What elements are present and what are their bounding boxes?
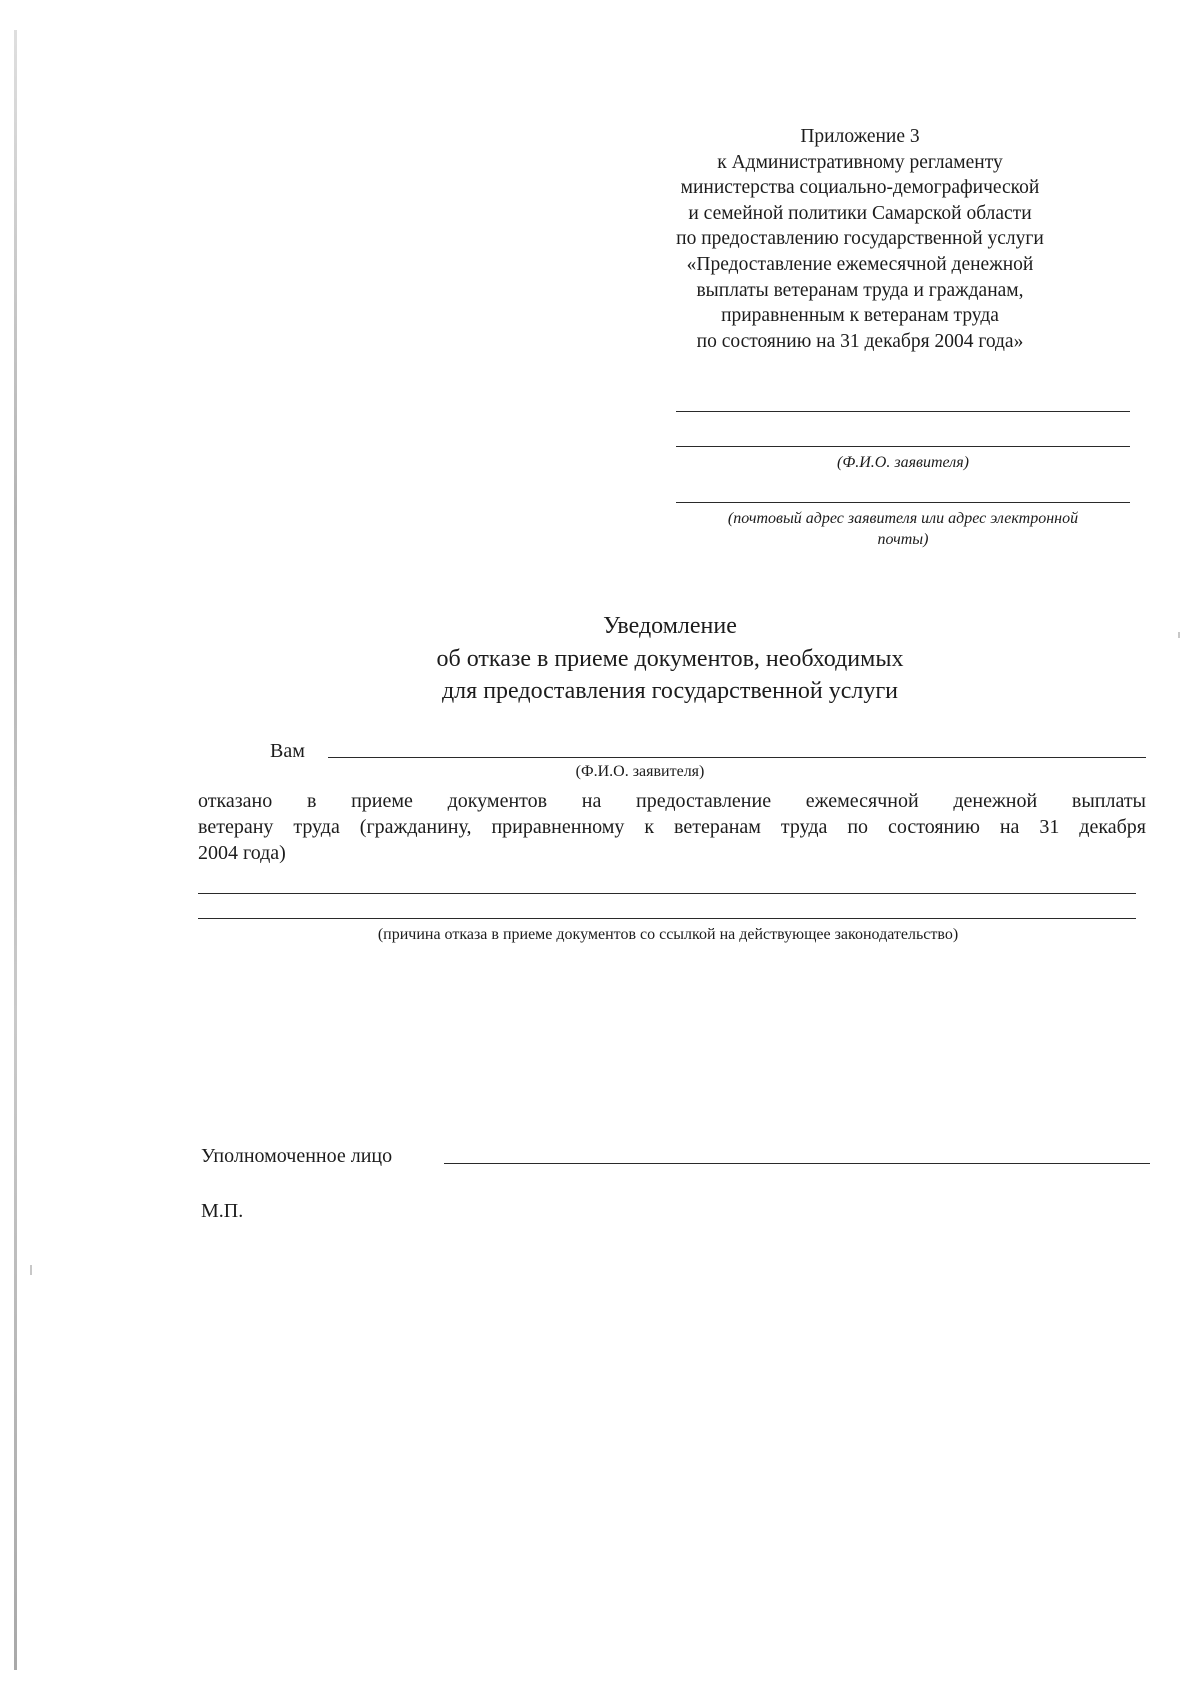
authorized-person-signature-line[interactable] (444, 1163, 1150, 1164)
applicant-name-line-2[interactable] (676, 446, 1130, 447)
appendix-line: по состоянию на 31 декабря 2004 года» (696, 330, 1024, 352)
appendix-line: по предоставлению государственной услуги (676, 228, 1044, 250)
scan-speck (30, 1265, 32, 1275)
notice-body-line: ветерану труда (гражданину, приравненному к ветеранам труда по состоянию на 31 декабря (198, 816, 1146, 838)
appendix-line: министерства социально-демографической (680, 177, 1040, 199)
authorized-person-label: Уполномоченное лицо (201, 1145, 393, 1167)
recipient-name-line[interactable] (328, 757, 1146, 758)
applicant-address-caption-line: почты) (877, 531, 929, 548)
applicant-address-caption (676, 508, 1130, 550)
scan-speck (1178, 632, 1180, 638)
reason-caption: (причина отказа в приеме документов со ссылкой на действующее законодательство) (377, 926, 959, 943)
notice-subtitle-line: для предоставления государственной услуги (441, 678, 899, 704)
reason-line-1[interactable] (198, 893, 1136, 894)
appendix-line: приравненным к ветеранам труда (721, 305, 999, 327)
reason-line-2[interactable] (198, 918, 1136, 919)
appendix-line: к Административному регламенту (717, 151, 1003, 173)
applicant-name-line-1[interactable] (676, 411, 1130, 412)
recipient-name-caption: (Ф.И.О. заявителя) (575, 763, 705, 780)
notice-body-line: отказано в приеме документов на предоставление ежемесячной денежной выплаты (198, 790, 1146, 812)
notice-subtitle-line: об отказе в приеме документов, необходимых (436, 646, 904, 672)
stamp-placeholder: М.П. (201, 1200, 244, 1222)
appendix-reference-block (640, 124, 1080, 354)
to-label: Вам (270, 740, 305, 762)
appendix-line: «Предоставление ежемесячной денежной (686, 253, 1034, 275)
notice-body-line: 2004 года) (198, 842, 286, 864)
appendix-line: Приложение 3 (800, 126, 920, 147)
scan-edge-artifact (14, 30, 17, 1670)
applicant-name-caption: (Ф.И.О. заявителя) (837, 454, 969, 471)
applicant-address-caption-line: (почтовый адрес заявителя или адрес электронной (727, 510, 1079, 527)
applicant-address-line[interactable] (676, 502, 1130, 503)
appendix-line: выплаты ветеранам труда и гражданам, (696, 279, 1024, 301)
notice-title: Уведомление (603, 613, 737, 639)
appendix-line: и семейной политики Самарской области (688, 202, 1032, 224)
